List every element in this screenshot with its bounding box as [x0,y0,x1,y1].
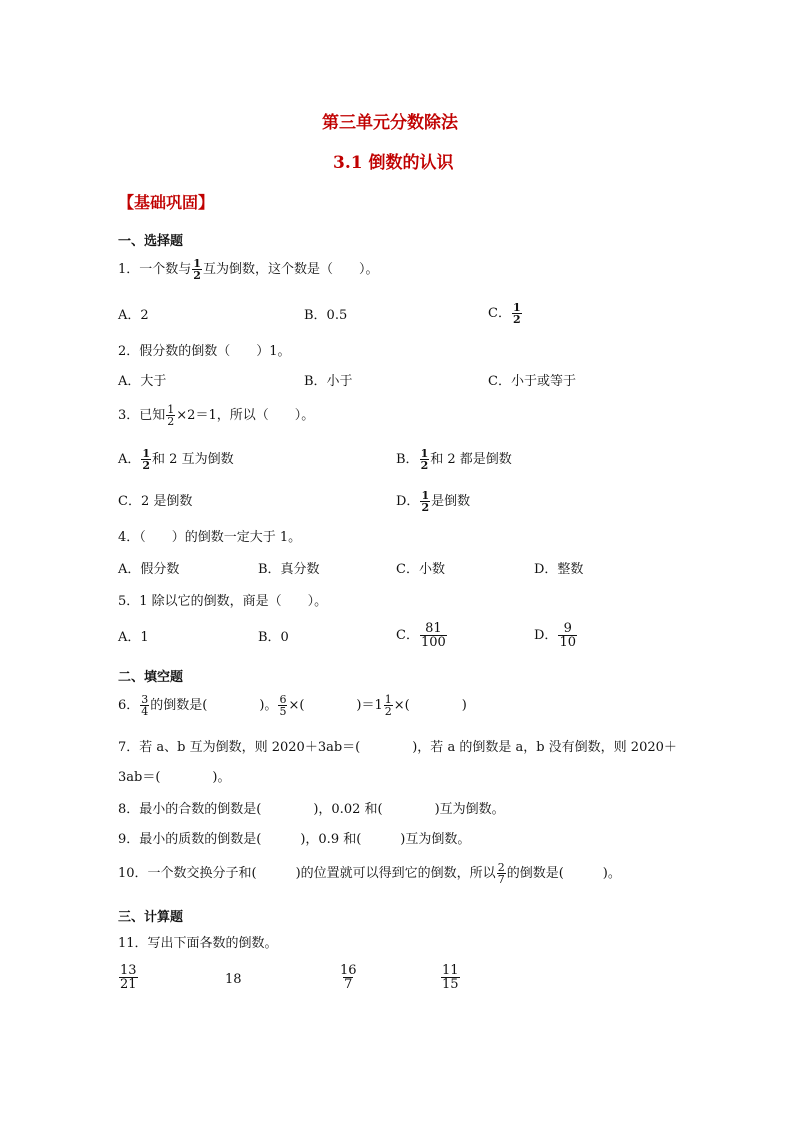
q5-option-b[interactable]: B．0 [258,630,289,645]
question-2: 2．假分数的倒数（ ）1。 [118,344,291,359]
q11-number-1: $\frac{13}{21}$ [120,963,137,992]
q1-option-b[interactable]: B．0.5 [304,308,348,323]
q5-option-a[interactable]: A．1 [118,630,149,645]
question-8: 8．最小的合数的倒数是( )，0.02 和( )互为倒数。 [118,802,505,817]
question-10: 10．一个数交换分子和( )的位置就可以得到它的倒数，所以 $\frac{2}{7}$ 的倒数是( )。 [118,861,621,886]
lesson-title: 3.1 倒数的认识 [333,153,454,173]
section-heading-calc: 三、计算题 [118,910,184,925]
q3-d-fraction: $\frac{1}{2}$ [421,489,430,514]
q3-option-d[interactable]: D． $\frac{1}{2}$ 是倒数 [396,489,471,514]
q11-number-3: $\frac{16}{7}$ [340,963,357,992]
question-6: 6． $\frac{3}{4}$ 的倒数是( )。 $\frac{6}{5}$ ×( )＝1 $\frac{1}{2}$ ×( ) [118,693,467,718]
q5-d-fraction: $\frac{9}{10}$ [559,621,576,650]
question-4: 4．（ ）的倒数一定大于 1。 [118,530,302,545]
question-3: 3．已知 $\frac{1}{2}$ ×2＝1，所以（ ）。 [118,403,315,428]
question-7-line-1: 7．若 a、b 互为倒数，则 2020＋3ab＝( )，若 a 的倒数是 a，b 没有倒数，则 2020＋ [118,740,677,755]
q4-option-d[interactable]: D．整数 [534,562,584,577]
q6-fraction-2: $\frac{6}{5}$ [279,693,287,718]
section-heading-fill: 二、填空题 [118,670,184,685]
q3-a-fraction: $\frac{1}{2}$ [142,447,151,472]
q2-option-a[interactable]: A．大于 [118,374,167,389]
q2-option-b[interactable]: B．小于 [304,374,353,389]
q1-option-c[interactable]: C． $\frac{1}{2}$ [488,301,521,326]
question-11: 11．写出下面各数的倒数。 [118,936,278,951]
q1-prefix: 1．一个数与 [118,262,192,277]
q3-option-a[interactable]: A． $\frac{1}{2}$ 和 2 互为倒数 [118,447,234,472]
q1-c-fraction: $\frac{1}{2}$ [512,301,521,326]
q5-c-fraction: $\frac{81}{100}$ [420,621,446,650]
q5-option-d[interactable]: D． $\frac{9}{10}$ [534,621,576,650]
q4-option-a[interactable]: A．假分数 [118,562,180,577]
q3-option-c[interactable]: C．2 是倒数 [118,494,193,509]
q10-fraction: $\frac{2}{7}$ [497,861,505,886]
q3-b-fraction: $\frac{1}{2}$ [420,447,429,472]
q5-option-c[interactable]: C． $\frac{81}{100}$ [396,621,446,650]
q3-option-b[interactable]: B． $\frac{1}{2}$ 和 2 都是倒数 [396,447,512,472]
section-tag: 【基础巩固】 [118,193,215,212]
q6-fraction-3: $\frac{1}{2}$ [384,693,392,718]
question-1 [118,258,378,281]
q2-option-c[interactable]: C．小于或等于 [488,374,576,389]
section-heading-choice: 一、选择题 [118,234,184,249]
unit-title: 第三单元分数除法 [322,113,458,133]
q1-suffix: 互为倒数，这个数是（ ）。 [202,262,379,277]
q1-option-a[interactable]: A．2 [118,308,149,323]
q11-number-4: $\frac{11}{15}$ [442,963,459,992]
q3-fraction: $\frac{1}{2}$ [167,403,175,428]
question-9: 9．最小的质数的倒数是( )，0.9 和( )互为倒数。 [118,832,471,847]
q4-option-b[interactable]: B．真分数 [258,562,320,577]
question-5: 5．1 除以它的倒数，商是（ ）。 [118,594,328,609]
q6-fraction-1: $\frac{3}{4}$ [141,693,149,718]
q1-fraction: $\frac{1}{2}$ [193,257,201,282]
q11-number-2: 18 [225,972,242,987]
question-7-line-2: 3ab＝( )。 [118,770,231,785]
q4-option-c[interactable]: C．小数 [396,562,445,577]
